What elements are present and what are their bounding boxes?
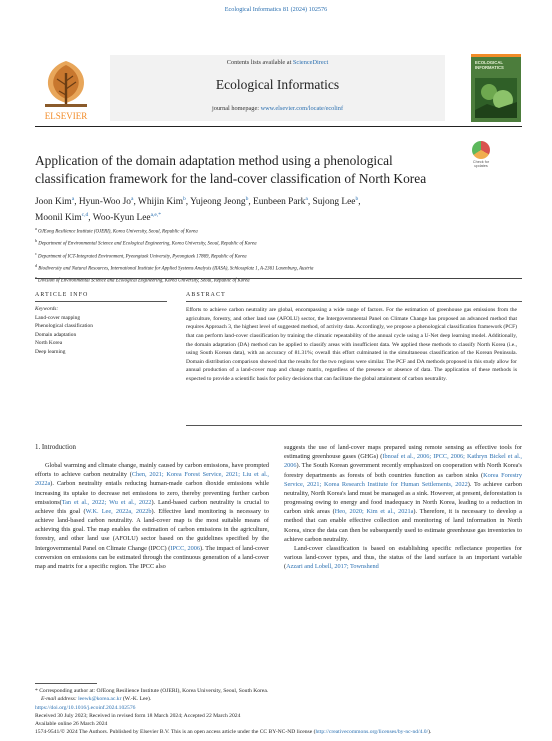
affiliation: $^b$ Department of Environmental Science and Ecological Engineering, Korea University, Seoul, Republic of Korea — [35, 238, 257, 247]
homepage-link[interactable]: www.elsevier.com/locate/ecolinf — [260, 105, 344, 112]
doi-link[interactable]: https://doi.org/10.1016/j.ecoinf.2024.102576 — [35, 705, 136, 711]
journal-title: Ecological Informatics — [215, 77, 340, 92]
article-info-heading: ARTICLE INFO — [35, 292, 89, 298]
article-info-rule — [35, 301, 167, 302]
author[interactable]: Eunbeen Park$^a$, — [253, 196, 313, 208]
homepage-line — [110, 105, 445, 112]
license-link[interactable]: http://creativecommons.org/licenses/by-nc-nd/4.0/ — [315, 728, 429, 735]
keyword: Land-cover mapping — [35, 314, 81, 321]
journal-cover[interactable] — [471, 54, 521, 122]
author-list — [35, 193, 485, 225]
citation-link[interactable]: Tan et al., 2022; Wu et al., 2022 — [61, 498, 152, 506]
paragraph — [35, 461, 269, 571]
citation-link[interactable]: Korea Forestry Service, 2021; Korea Research Institute for Human Settlements, 2022 — [284, 471, 522, 488]
abstract-text: Efforts to achieve carbon neutrality are global, encompassing a wide range of factors. For the estimation of greenhouse gas emissions from the agriculture, forestry, and other land use (AFOLU) sector, the Intergovernmental Panel on Climate Change has proposed an advanced method that requires Approach 3, the highest level of suggested method, of activity data. Accordingly, we propose a phenological classification framework (PCF) that can perform land-cover classification by training the climatic repeatability of the annual cycle using a U-Net deep learning model. Additionally, the domain adaptation (DA) method can be applied to classify areas with insufficient data. We applied these methods to classify North Korea (i.e., using South Korean data), with an accuracy of 81.31%; overall this effort culminated in the simultaneous classification of the Korean Peninsula. Domain distribution comparison showed that the results for the two regions were similar. The PCF and DA methods proposed in this study allow for annual production of a land-cover map and change matrix, regardless of the presence or absence of data. The application of these methods is expected to provide a scientific basis for policy decisions that can facilitate the global attainment of carbon neutrality. — [186, 307, 517, 382]
corresponding-author-note — [35, 687, 522, 703]
homepage-prefix: journal homepage: — [211, 105, 261, 112]
license-line: 1574-9541/© 2024 The Authors. Published by Elsevier B.V. This is an open access article under the CC BY-NC-ND license (http://creativecommons.org/licenses/by-nc-nd/4.0/). — [35, 728, 432, 735]
text-run: suggests the use of land-cover maps prepared using remote sensing as effective tools for estimating greenhouse gases (GHGs) ( — [284, 444, 522, 461]
affiliation: $^a$ OJEong Resilience Institute (OJERI), Korea University, Seoul, Republic of Korea — [35, 226, 198, 235]
header-rule — [35, 126, 522, 127]
check-for-updates-button[interactable] — [470, 141, 492, 168]
elsevier-logo — [35, 55, 97, 125]
keyword: North Korea — [35, 340, 63, 346]
sciencedirect-link[interactable]: ScienceDirect — [292, 59, 329, 66]
check-updates-icon — [472, 141, 490, 159]
citation-link[interactable]: Chen, 2021; Korea Forest Service, 2021; Liu et al., 2022a — [35, 471, 269, 488]
keyword: Domain adaptation — [35, 331, 77, 338]
text-run: ). The impact of land-cover conversion on emissions can be estimated through the continuous generation of a land-cover map and matrix for a specific region. The IPCC also — [35, 544, 269, 570]
author[interactable]: Joon Kim$^a$, — [35, 196, 79, 208]
check-updates-label: Check for updates — [472, 160, 490, 169]
publication-info — [35, 705, 522, 737]
corresponding-author: * Corresponding author at: OJEong Resilience Institute (OJERI), Korea University, Seoul, South Korea. — [35, 688, 269, 694]
text-run: ). The South Korean government recently emphasized on cooperation with North Korea's forestry departments as forests of both countries function as carbon sinks ( — [284, 462, 522, 479]
contents-prefix: Contents lists available at — [226, 59, 293, 66]
body-column-right — [284, 443, 522, 571]
keywords-label: Keywords: — [35, 306, 59, 312]
citation-link[interactable]: Ibnoaf et al., 2006; IPCC, 2006; Kathryn Bickel et al., 2006 — [284, 453, 522, 470]
email-link[interactable]: leewk@korea.ac.kr — [78, 696, 122, 702]
body-column-left — [35, 461, 269, 571]
received-dates: Received 30 July 2023; Received in revised form 18 March 2024; Accepted 22 March 2024 — [35, 712, 241, 719]
publisher-name: ELSEVIER — [44, 111, 88, 121]
introduction-heading: 1. Introduction — [35, 444, 76, 451]
keyword: Phenological classification — [35, 323, 93, 329]
affiliation: $^c$ Department of ICT-Integrated Environment, Pyeongtaek University, Pyeongtaek 17869, Republic of Korea — [35, 250, 247, 260]
cover-image-icon — [475, 78, 517, 118]
citation-link[interactable]: Heo, 2020; Kim et al., 2021a — [334, 508, 414, 516]
author[interactable]: Yujeong Jeong$^b$, — [190, 196, 254, 208]
available-date: Available online 26 March 2024 — [35, 720, 108, 727]
author[interactable]: Moonil Kim$^{c,d}$, — [35, 212, 93, 224]
cover-title: ECOLOGICAL INFORMATICS — [475, 60, 504, 71]
author[interactable]: Sujong Lee$^b$, — [312, 196, 361, 208]
cover-stripe — [471, 54, 521, 57]
journal-reference[interactable]: Ecological Informatics 81 (2024) 102576 — [224, 6, 328, 13]
text-run: ). Therefore, it is necessary to develop a method that can enable effective collection and monitoring of land information in North Korea, since the data can then be subsequently used to estimate greenhouse gas inventories to achieve carbon neutrality. — [284, 508, 522, 543]
citation-link[interactable]: Azzari and Lobell, 2017; Townshend — [286, 563, 379, 571]
citation-link[interactable]: IPCC, 2006 — [170, 544, 201, 552]
email-line: E-mail address: leewk@korea.ac.kr (W.-K. Lee). — [41, 696, 152, 702]
footnote-rule — [35, 683, 97, 684]
text-run: ). Carbon neutrality entails reducing human-made carbon dioxide emissions while increasing its uptake to decrease net emissions to zero, thereby preventing further carbon emissions( — [35, 480, 269, 506]
text-run: ). Effective land monitoring is necessary to achieve land-based carbon neutrality. A land-cover map is the most suitable means of achieving this goal. The map enables the estimation of carbon emissions in the agriculture, forestry, and other land use (AFOLU) sector based on the guidelines specified by the Intergovernmental Panel on Climate Change (IPCC) ( — [35, 507, 269, 552]
keywords-block — [35, 305, 167, 356]
keyword: Deep learning — [35, 348, 66, 355]
paragraph — [284, 443, 522, 544]
affiliation: $^d$ Biodiversity and Natural Resources, International Institute for Applied Systems Analysis (IIASA), Schlossplatz 1, A-2361 Laxenburg, Austria — [35, 262, 314, 272]
section-rule — [35, 278, 522, 279]
contents-line — [110, 59, 445, 66]
abstract-rule — [186, 301, 522, 302]
author[interactable]: Hyun-Woo Jo$^a$, — [78, 196, 138, 208]
abstract-heading: ABSTRACT — [186, 292, 226, 298]
citation-link[interactable]: W.K. Lee, 2022a, 2022b — [85, 507, 152, 515]
author[interactable]: Whijin Kim$^b$, — [137, 196, 191, 208]
paper-title: Application of the domain adaptation method using a phenological classification framework for the land-cover classification of North Korea — [35, 153, 427, 186]
text-run: Global warming and climate change, mainly caused by carbon emissions, have prompted efforts to achieve carbon neutrality ( — [35, 462, 269, 479]
abstract-bottom-rule — [186, 425, 522, 426]
author[interactable]: Woo-Kyun Lee$^{a,e,*}$ — [92, 212, 161, 224]
text-run: ). To achieve carbon neutrality, North Korea's land must be managed as a sink. However, at present, deforestation is progressing owing to energy and food inadequacy in North Korea, leading to a reduction in carbon sink areas ( — [284, 480, 523, 516]
affiliation: Division of Environmental Science and Ecological Engineering, Korea University, Seoul, Republic of Korea — [38, 278, 250, 284]
paragraph — [284, 544, 522, 572]
elsevier-tree-icon — [35, 55, 97, 125]
journal-header — [110, 55, 445, 121]
text-run: Land-cover classification is based on establishing specific reflectance properties for various land-cover types, and thus, the status of the land surface is an important variable ( — [284, 544, 522, 571]
text-run: ). Land-based carbon neutrality is crucial to achieve this goal ( — [35, 498, 269, 515]
